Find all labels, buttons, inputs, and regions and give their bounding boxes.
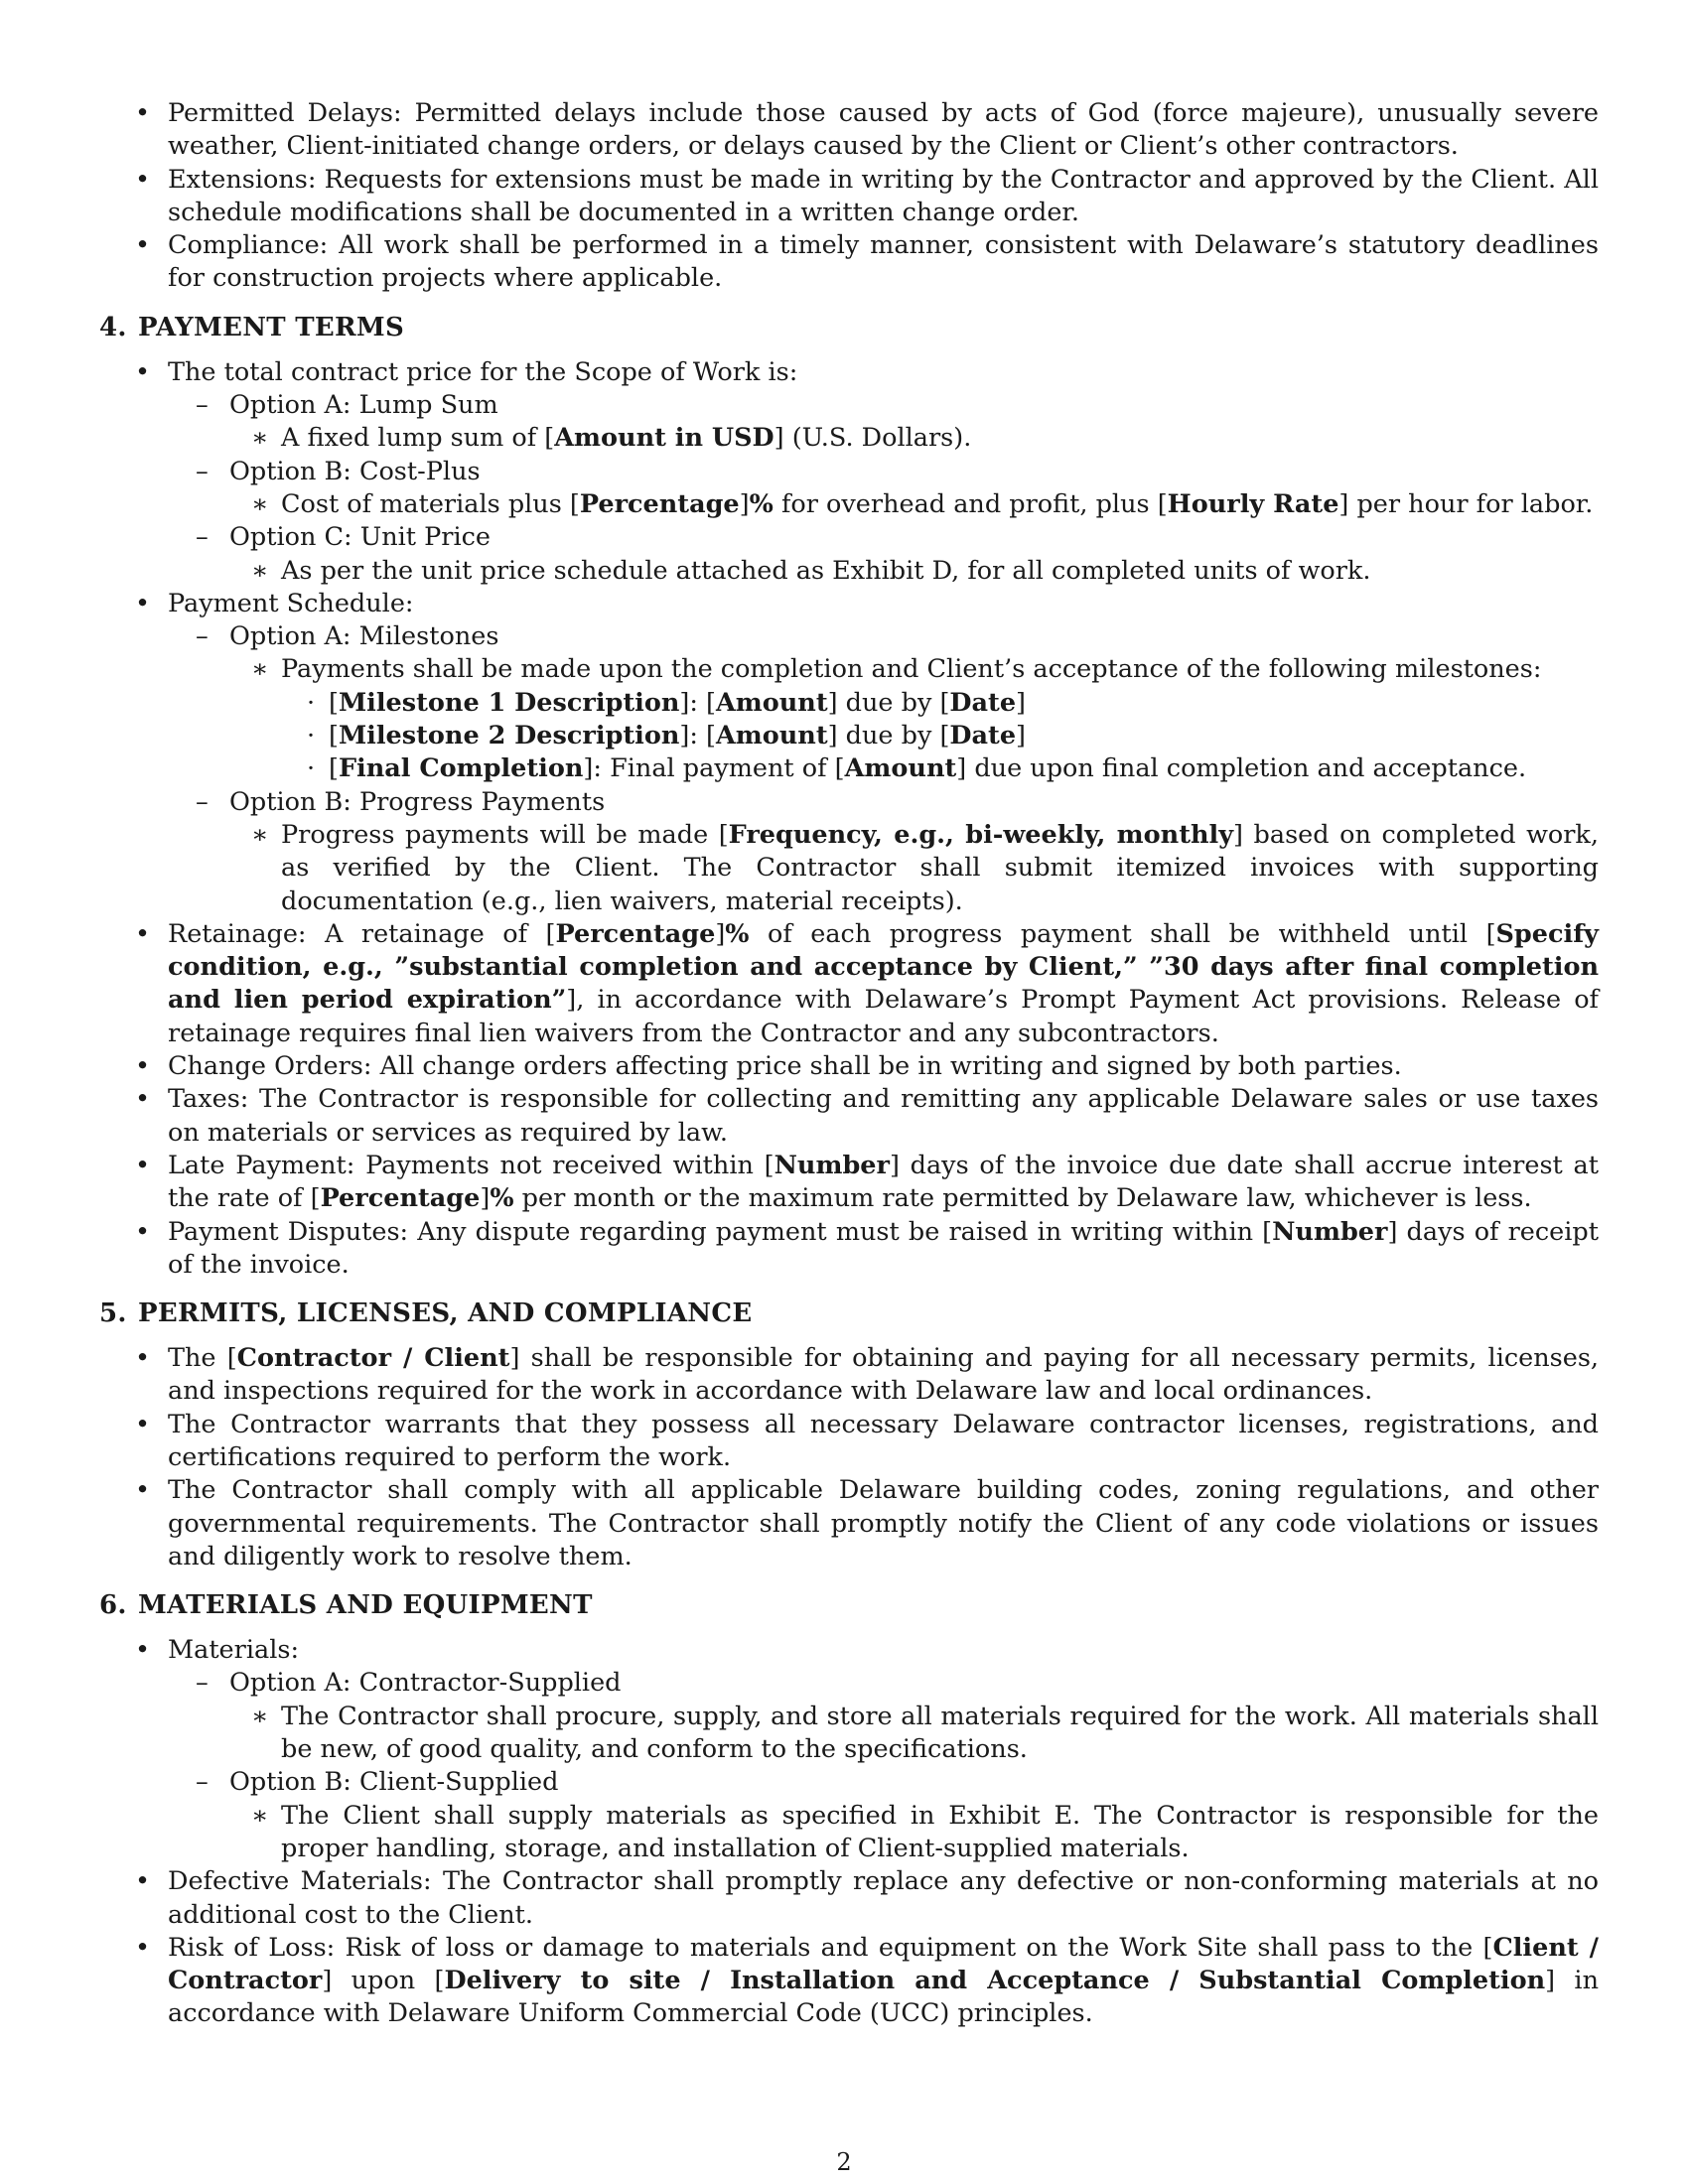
list-item: • The Contractor warrants that they possess all necessary Delaware contractor licenses, registrations, and certifications required to perform the work. — [99, 1409, 1599, 1475]
list-item: • Change Orders: All change orders affecting price shall be in writing and signed by both parties. — [99, 1050, 1599, 1083]
list-item: • Taxes: The Contractor is responsible for collecting and remitting any applicable Delaware sales or use taxes on materials or services as required by law. — [99, 1083, 1599, 1150]
list-item: – Option B: Cost-Plus ∗ Cost of materials plus [Percentage]% for overhead and profit, plus [Hourly Rate] per hour for labor. — [168, 456, 1599, 522]
milestone-item: · [Final Completion]: Final payment of [Amount] due upon final completion and acceptance. — [281, 752, 1599, 785]
milestone-item: · [Milestone 1 Description]: [Amount] due by [Date] — [281, 687, 1599, 720]
list-item: • Extensions: Requests for extensions must be made in writing by the Contractor and approved by the Client. All schedule modifications shall be documented in a written change order. — [99, 164, 1599, 230]
list-item: • The Contractor shall comply with all applicable Delaware building codes, zoning regulations, and other governmental requirements. The Contractor shall promptly notify the Client of any code violations or issues and diligently work to resolve them. — [99, 1474, 1599, 1573]
payment-terms-list — [99, 356, 1599, 1282]
list-item: • Compliance: All work shall be performed in a timely manner, consistent with Delaware’s statutory deadlines for construction projects where applicable. — [99, 229, 1599, 296]
list-item: • The total contract price for the Scope of Work is: – Option A: Lump Sum ∗ A fixed lump sum of [Amount in USD] (U.S. Dollars). – Option B: Cost-Plus ∗ Cost of materials plus [Percentage]% for overhead and profit, plus [Hourly Rate] per hour for labor. – Option C: Unit Price ∗ As per the unit price schedule attached as Exhibit D, for all completed units of work. — [99, 356, 1599, 588]
list-item: ∗ Progress payments will be made [Frequency, e.g., bi-weekly, monthly] based on completed work, as verified by the Client. The Contractor shall submit itemized invoices with supporting documentation (e.g., lien waivers, material receipts). — [229, 819, 1599, 918]
list-item: – Option A: Lump Sum ∗ A fixed lump sum of [Amount in USD] (U.S. Dollars). — [168, 389, 1599, 456]
list-item: • Materials: – Option A: Contractor-Supplied ∗ The Contractor shall procure, supply, and store all materials required for the work. All materials shall be new, of good quality, and conform to the specifications. – Option B: Client-Supplied ∗ The Client shall supply materials as specified in Exhibit E. The Contractor is responsible for the proper handling, storage, and installation of Client-supplied materials. — [99, 1634, 1599, 1865]
list-item: – Option B: Client-Supplied ∗ The Client shall supply materials as specified in Exhibit E. The Contractor is responsible for the proper handling, storage, and installation of Client-supplied materials. — [168, 1766, 1599, 1865]
list-item: – Option C: Unit Price ∗ As per the unit price schedule attached as Exhibit D, for all completed units of work. — [168, 521, 1599, 588]
list-item: ∗ A fixed lump sum of [Amount in USD] (U.S. Dollars). — [229, 422, 1599, 455]
section-heading-materials: 6. MATERIALS AND EQUIPMENT — [99, 1590, 593, 1621]
permits-list — [99, 1342, 1599, 1573]
list-item: – Option B: Progress Payments ∗ Progress payments will be made [Frequency, e.g., bi-weekly, monthly] based on completed work, as verified by the Client. The Contractor shall submit itemized invoices with supporting documentation (e.g., lien waivers, material receipts). — [168, 786, 1599, 918]
list-item: • Payment Schedule: – Option A: Milestones ∗ Payments shall be made upon the completion and Client’s acceptance of the following milestones: · [Milestone 1 Description]: [Amount] due by [Date] · [Milestone 2 Description]: [Amount] due by [Date] · [Final Completion]: Final payment of [Amount] due upon final completion and acceptance. – Option B: Progress Payments ∗ Progress payments will be made [Frequency, e.g., bi-weekly, monthly] based on completed work, as verified by the Client. The Contractor shall submit itemized invoices with supporting documentation (e.g., lien waivers, material receipts). — [99, 588, 1599, 918]
list-item: ∗ The Contractor shall procure, supply, and store all materials required for the work. All materials shall be new, of good quality, and conform to the specifications. — [229, 1701, 1599, 1767]
list-item: ∗ Payments shall be made upon the completion and Client’s acceptance of the following milestones: · [Milestone 1 Description]: [Amount] due by [Date] · [Milestone 2 Description]: [Amount] due by [Date] · [Final Completion]: Final payment of [Amount] due upon final completion and acceptance. — [229, 653, 1599, 785]
list-item: • The [Contractor / Client] shall be responsible for obtaining and paying for all necessary permits, licenses, and inspections required for the work in accordance with Delaware law and local ordinances. — [99, 1342, 1599, 1409]
list-item: • Defective Materials: The Contractor shall promptly replace any defective or non-conforming materials at no additional cost to the Client. — [99, 1865, 1599, 1932]
materials-list — [99, 1634, 1599, 2031]
list-item: – Option A: Milestones ∗ Payments shall be made upon the completion and Client’s acceptance of the following milestones: · [Milestone 1 Description]: [Amount] due by [Date] · [Milestone 2 Description]: [Amount] due by [Date] · [Final Completion]: Final payment of [Amount] due upon final completion and acceptance. — [168, 620, 1599, 785]
page-number: 2 — [836, 2148, 852, 2176]
list-item: • Permitted Delays: Permitted delays include those caused by acts of God (force majeure), unusually severe weather, Client-initiated change orders, or delays caused by the Client or Client’s other contractors. — [99, 97, 1599, 164]
document-body — [99, 97, 1599, 2031]
list-item: – Option A: Contractor-Supplied ∗ The Contractor shall procure, supply, and store all materials required for the work. All materials shall be new, of good quality, and conform to the specifications. — [168, 1667, 1599, 1766]
list-item: • Late Payment: Payments not received within [Number] days of the invoice due date shall accrue interest at the rate of [Percentage]% per month or the maximum rate permitted by Delaware law, whichever is less. — [99, 1150, 1599, 1216]
list-item: • Retainage: A retainage of [Percentage]% of each progress payment shall be withheld until [Specify condition, e.g., ”substantial completion and acceptance by Client,” ”30 days after final completion and lien period expiration”], in accordance with Delaware’s Prompt Payment Act provisions. Release of retainage requires final lien waivers from the Contractor and any subcontractors. — [99, 918, 1599, 1050]
list-item: • Risk of Loss: Risk of loss or damage to materials and equipment on the Work Site shall pass to the [Client / Contractor] upon [Delivery to site / Installation and Acceptance / Substantial Completion] in accordance with Delaware Uniform Commercial Code (UCC) principles. — [99, 1932, 1599, 2031]
list-item: ∗ The Client shall supply materials as specified in Exhibit E. The Contractor is responsible for the proper handling, storage, and installation of Client-supplied materials. — [229, 1800, 1599, 1866]
section-heading-payment-terms: 4. PAYMENT TERMS — [99, 312, 405, 342]
schedule-continuation-list — [99, 97, 1599, 296]
list-item: • Payment Disputes: Any dispute regarding payment must be raised in writing within [Number] days of receipt of the invoice. — [99, 1216, 1599, 1283]
list-item: ∗ Cost of materials plus [Percentage]% for overhead and profit, plus [Hourly Rate] per hour for labor. — [229, 488, 1599, 521]
section-heading-permits: 5. PERMITS, LICENSES, AND COMPLIANCE — [99, 1298, 753, 1329]
list-item: ∗ As per the unit price schedule attached as Exhibit D, for all completed units of work. — [229, 555, 1599, 588]
milestone-item: · [Milestone 2 Description]: [Amount] due by [Date] — [281, 720, 1599, 752]
